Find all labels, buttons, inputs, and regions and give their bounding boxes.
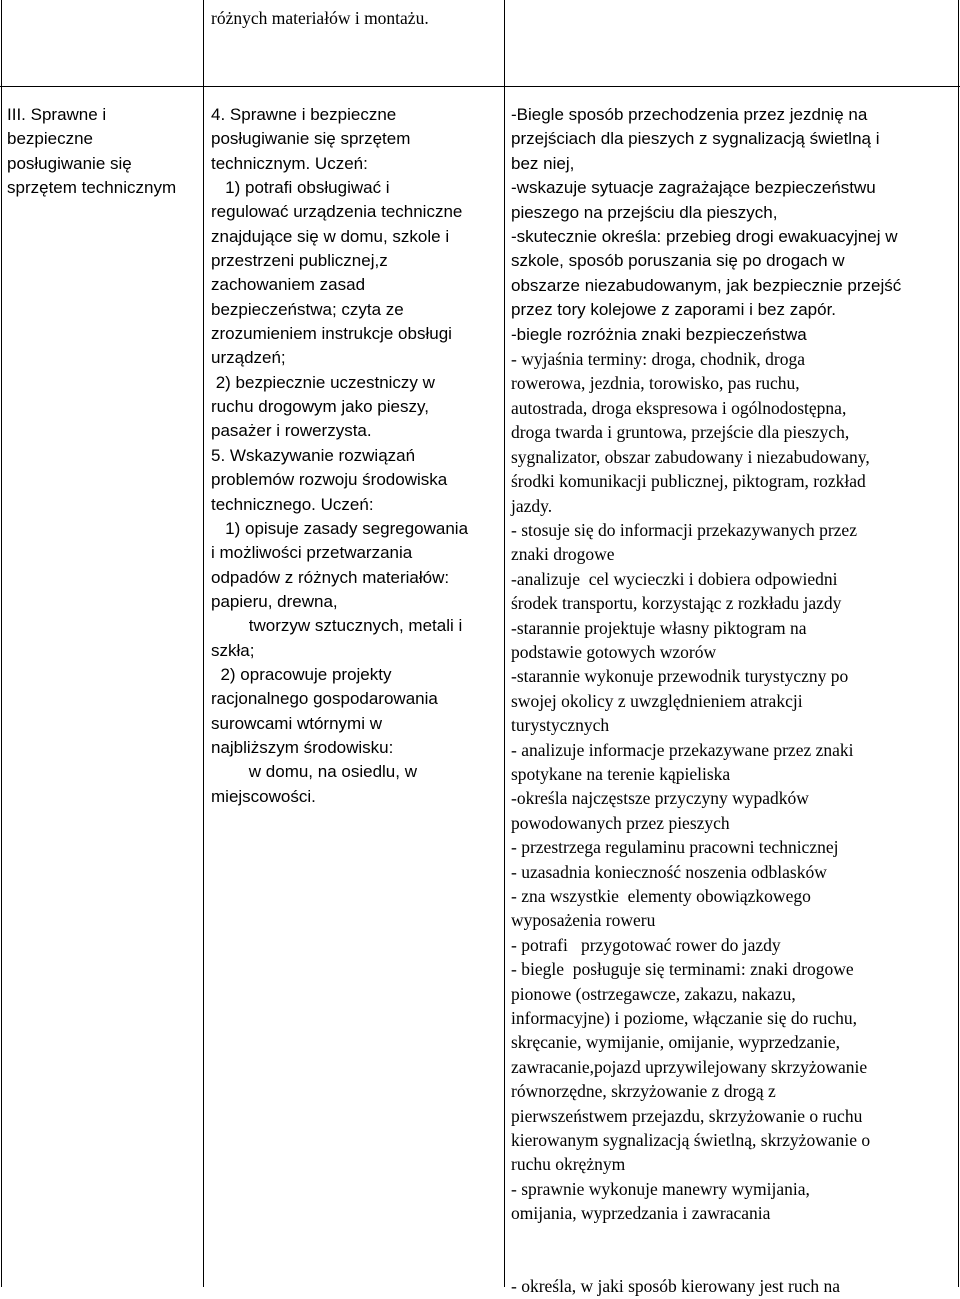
text-line: -skutecznie określa: przebieg drogi ewakuacyjnej w — [511, 227, 898, 247]
text-line: przestrzeni publicznej,z — [211, 251, 388, 271]
text-line: równorzędne, skrzyżowanie z drogą z — [511, 1081, 776, 1102]
text-line: powodowanych przez pieszych — [511, 812, 730, 833]
text-line: -biegle rozróżnia znaki bezpieczeństwa — [511, 324, 807, 344]
text-line: sygnalizator, obszar zabudowany i niezabudowany, — [511, 446, 870, 467]
text-line: - zna wszystkie elementy obowiązkowego — [511, 886, 811, 906]
text-line: rowerowa, jezdnia, torowisko, pas ruchu, — [511, 373, 800, 394]
text-line: papieru, drewna, — [211, 591, 338, 611]
text-line: kierowanym sygnalizacją świetlną, skrzyżowanie o — [511, 1130, 871, 1151]
student-skills-cell — [511, 103, 956, 1299]
text-line: 1) potrafi obsługiwać i — [211, 178, 390, 198]
text-line: bez niej, — [511, 153, 575, 173]
text-line: technicznego. Uczeń: — [211, 494, 374, 514]
text-line: wyposażenia roweru — [511, 910, 656, 931]
text-line: znajdujące się w domu, szkole i — [211, 226, 450, 246]
text-line: w domu, na osiedlu, w — [211, 762, 417, 782]
text-line: -określa najczęstsze przyczyny wypadków — [511, 788, 809, 809]
text-line: - analizuje informacje przekazywane przez znaki — [511, 739, 854, 760]
text-line: urządzeń; — [211, 348, 286, 368]
text-line: - przestrzega regulaminu pracowni technicznej — [511, 837, 839, 858]
table-border-left — [1, 0, 2, 1287]
text-line: - wyjaśnia terminy: droga, chodnik, droga — [511, 349, 806, 370]
text-line: - określa, w jaki sposób kierowany jest ruch na — [511, 1276, 841, 1297]
text-line: znaki drogowe — [511, 544, 615, 565]
text-line: pionowe (ostrzegawcze, zakazu, nakazu, — [511, 983, 796, 1004]
text-line: i możliwości przetwarzania — [211, 543, 413, 563]
table-divider-col2-col3 — [504, 0, 505, 1287]
text-line: -starannie wykonuje przewodnik turystyczny po — [511, 666, 849, 687]
text-line: droga twarda i gruntowa, przejście dla pieszych, — [511, 422, 850, 443]
text-line: tworzyw sztucznych, metali i — [211, 616, 463, 636]
text-line: zachowaniem zasad — [211, 275, 366, 295]
text-line: autostrada, droga ekspresowa i ogólnodostępna, — [511, 397, 847, 418]
text-line: - sprawnie wykonuje manewry wymijania, — [511, 1178, 810, 1199]
text-line: posługiwanie się sprzętem — [211, 129, 411, 149]
text-line: 1) opisuje zasady segregowania — [211, 518, 469, 538]
text-line: racjonalnego gospodarowania — [211, 689, 438, 709]
text-line: - biegle posługuje się terminami: znaki drogowe — [511, 959, 854, 980]
text-line: 5. Wskazywanie rozwiązań — [211, 445, 416, 465]
text-line: pasażer i rowerzysta. — [211, 421, 372, 441]
text-line: surowcami wtórnymi w — [211, 713, 382, 733]
text-line: środek transportu, korzystając z rozkładu jazdy — [511, 593, 842, 614]
text-line: - potrafi przygotować rower do jazdy — [511, 934, 781, 955]
text-line: odpadów z różnych materiałów: — [211, 567, 450, 587]
text-line: swojej okolicy z uwzględnieniem atrakcji — [511, 690, 803, 711]
text-line: omijania, wyprzedzania i zawracania — [511, 1203, 771, 1224]
text-line: pierwszeństwem przejazdu, skrzyżowanie o ruchu — [511, 1105, 863, 1126]
text-line — [511, 1226, 956, 1275]
text-line: szkła; — [211, 640, 255, 660]
text-line: III. Sprawne i — [7, 105, 107, 124]
text-line: bezpieczeństwa; czyta ze — [211, 299, 404, 319]
text-line: 2) opracowuje projekty — [211, 664, 392, 684]
text-line: informacyjne) i poziome, włączanie się do ruchu, — [511, 1008, 857, 1029]
table-border-right — [958, 0, 959, 1287]
text-line: środki komunikacji publicznej, piktogram, rozkład — [511, 471, 866, 492]
table-divider-col1-col2 — [203, 0, 204, 1287]
text-line: turystycznych — [511, 715, 610, 736]
text-line: posługiwanie się — [7, 153, 132, 173]
text-line: miejscowości. — [211, 786, 316, 806]
text-line: skręcanie, wymijanie, omijanie, wyprzedzanie, — [511, 1032, 840, 1053]
text-line: szkole, sposób poruszania się po drogach w — [511, 251, 845, 271]
text-line: spotykane na terenie kąpieliska — [511, 763, 731, 784]
table-row-divider — [0, 86, 960, 87]
text-line: sprzętem technicznym — [7, 178, 177, 198]
text-line: różnych materiałów i montażu. — [211, 8, 429, 28]
text-line: przejściach dla pieszych z sygnalizacją świetlną i — [511, 129, 880, 149]
text-line: problemów rozwoju środowiska — [211, 470, 448, 490]
text-line: jazdy. — [511, 495, 553, 516]
text-line: najbliższym środowisku: — [211, 737, 394, 757]
text-line: -wskazuje sytuacje zagrażające bezpieczeństwu — [511, 178, 876, 198]
text-line: zawracanie,pojazd uprzywilejowany skrzyżowanie — [511, 1056, 868, 1077]
curriculum-requirements-cell — [211, 103, 501, 809]
text-line: bezpieczne — [7, 129, 94, 149]
text-line: -starannie projektuje własny piktogram na — [511, 617, 807, 638]
text-line: regulować urządzenia techniczne — [211, 202, 463, 222]
text-line: -analizuje cel wycieczki i dobiera odpowiedni — [511, 568, 838, 589]
text-line: technicznym. Uczeń: — [211, 153, 368, 173]
text-line: 2) bezpiecznie uczestniczy w — [211, 372, 435, 392]
section-title-cell — [7, 103, 197, 200]
text-line: ruchu okrężnym — [511, 1154, 626, 1175]
text-line: przez tory kolejowe z zaporami i bez zapór. — [511, 300, 837, 320]
text-line: zrozumieniem instrukcje obsługi — [211, 324, 452, 344]
text-line: obszarze niezabudowanym, jak bezpiecznie przejść — [511, 275, 902, 295]
text-line: 4. Sprawne i bezpieczne — [211, 105, 397, 124]
text-line: ruchu drogowym jako pieszy, — [211, 397, 429, 417]
text-line: podstawie gotowych wzorów — [511, 641, 717, 662]
text-line: - stosuje się do informacji przekazywanych przez — [511, 519, 857, 540]
text-line: -Biegle sposób przechodzenia przez jezdnię na — [511, 105, 868, 124]
text-line: - uzasadnia konieczność noszenia odblasków — [511, 861, 827, 882]
top-row-col2-cell — [211, 6, 501, 31]
text-line: pieszego na przejściu dla pieszych, — [511, 202, 778, 222]
